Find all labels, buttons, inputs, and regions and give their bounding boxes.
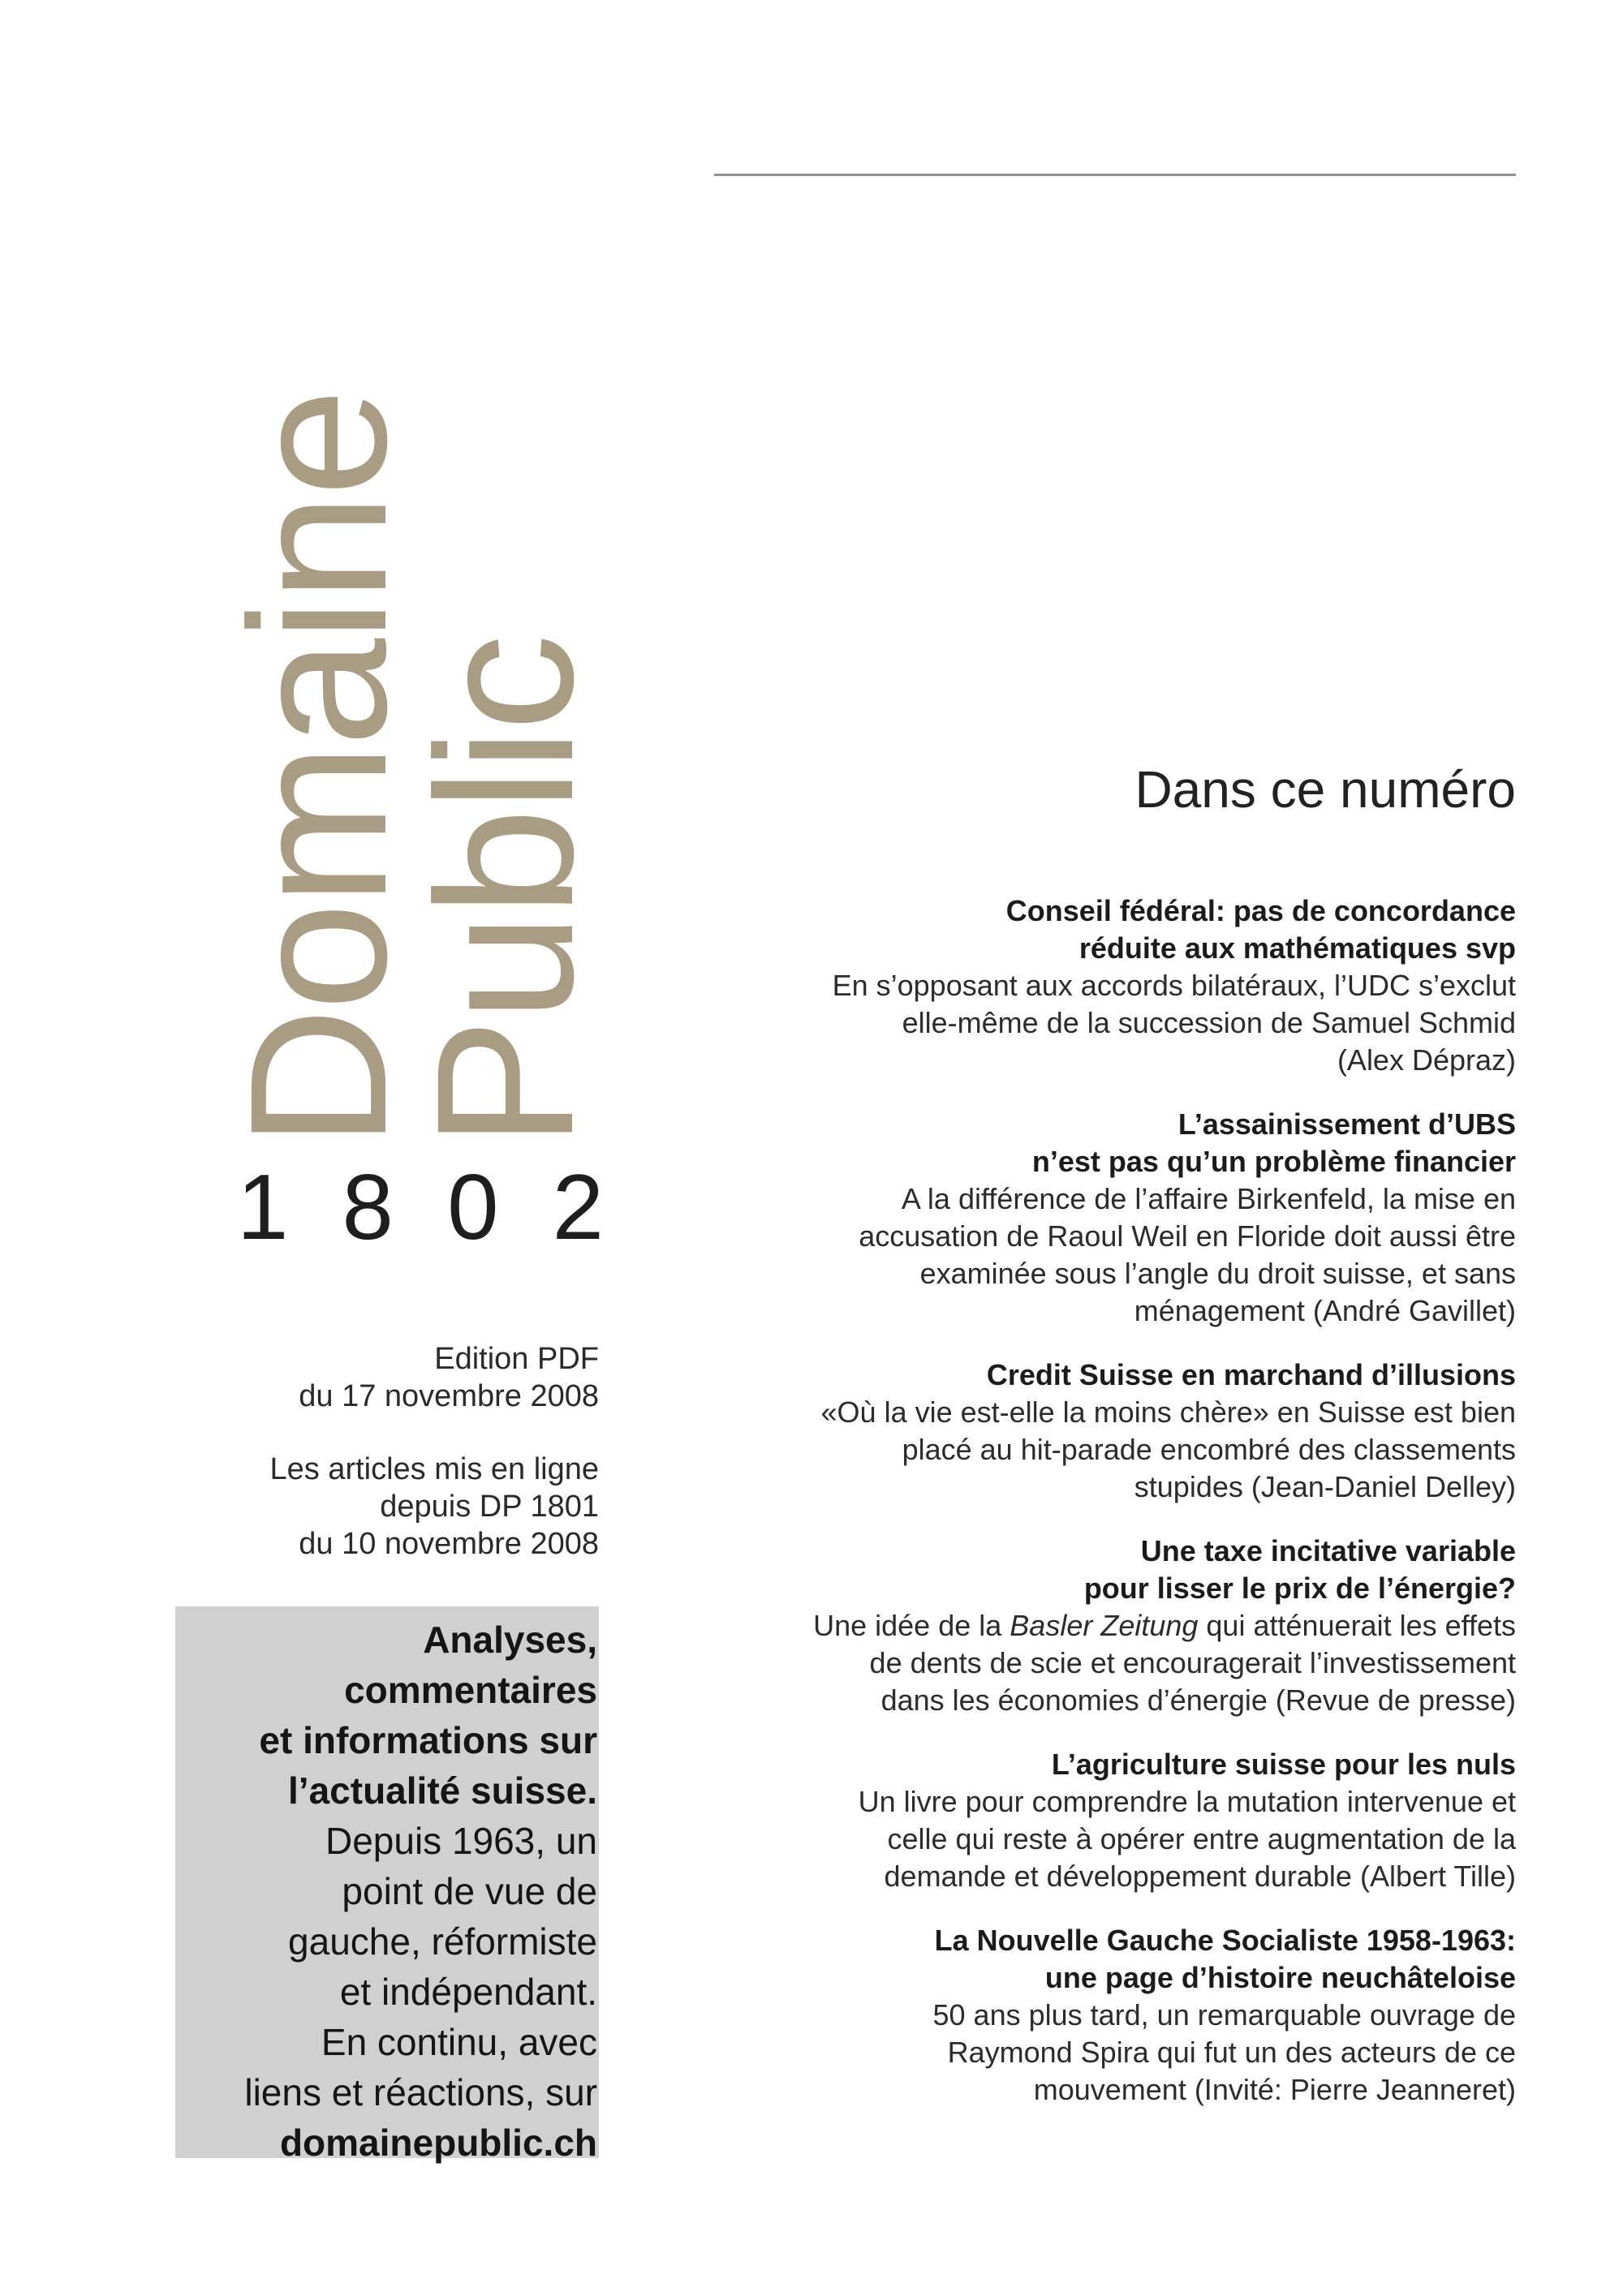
masthead-title-domaine: Domaine	[209, 391, 427, 1148]
site-link[interactable]: domainepublic.ch	[279, 2122, 597, 2164]
issue-digit: 1	[237, 1156, 289, 1259]
article-summary: stupides (Jean-Daniel Delley)	[1134, 1470, 1516, 1503]
pitch-line: liens et réactions, sur	[244, 2071, 597, 2113]
article-summary: dans les économies d’énergie (Revue de presse)	[880, 1683, 1516, 1717]
publication-name: Basler Zeitung	[1010, 1609, 1199, 1642]
pitch-line: Analyses,	[423, 1619, 597, 1661]
pitch-line: et indépendant.	[339, 1971, 597, 2013]
articles-date: du 10 novembre 2008	[299, 1527, 599, 1561]
edition-label: Edition PDF	[434, 1342, 599, 1376]
article-summary	[672, 1607, 1516, 1645]
article-title: Conseil fédéral: pas de concordance	[1005, 894, 1516, 927]
issue-digit: 2	[552, 1156, 604, 1259]
toc-item[interactable]	[672, 1533, 1516, 1719]
pitch-line: point de vue de	[342, 1870, 597, 1912]
article-title: La Nouvelle Gauche Socialiste 1958-1963:	[934, 1924, 1516, 1957]
issue-digit: 0	[447, 1156, 499, 1259]
articles-since: depuis DP 1801	[380, 1490, 599, 1524]
masthead-title-public: Public	[396, 637, 613, 1148]
article-summary: ménagement (André Gavillet)	[1134, 1294, 1516, 1327]
articles-note: Les articles mis en ligne	[269, 1452, 599, 1486]
article-summary: placé au hit-parade encombré des classements	[902, 1433, 1516, 1466]
issue-number	[237, 1156, 604, 1259]
article-title: réduite aux mathématiques svp	[1078, 931, 1516, 965]
issue-digit: 8	[342, 1156, 394, 1259]
toc-item[interactable]	[672, 1746, 1516, 1895]
edition-date: du 17 novembre 2008	[299, 1379, 599, 1413]
article-summary: demande et développement durable (Albert Tille)	[884, 1860, 1516, 1893]
edition-info	[269, 1340, 599, 1563]
toc-heading: Dans ce numéro	[1134, 760, 1516, 819]
article-summary: A la différence de l’affaire Birkenfeld, la mise en	[901, 1182, 1516, 1215]
article-title: L’assainissement d’UBS	[1177, 1107, 1516, 1141]
toc-item[interactable]	[672, 892, 1516, 1079]
toc-item[interactable]	[672, 1922, 1516, 2109]
article-summary: Un livre pour comprendre la mutation intervenue et	[858, 1785, 1516, 1818]
article-title: n’est pas qu’un problème financier	[1031, 1145, 1516, 1178]
article-summary: Raymond Spira qui fut un des acteurs de ce	[947, 2036, 1516, 2069]
article-summary: de dents de scie et encouragerait l’investissement	[869, 1646, 1516, 1679]
article-summary: «Où la vie est-elle la moins chère» en Suisse est bien	[820, 1395, 1516, 1429]
summary-text: qui atténuerait les effets	[1198, 1609, 1516, 1642]
article-summary: 50 ans plus tard, un remarquable ouvrage de	[932, 1998, 1516, 2032]
top-rule	[714, 174, 1516, 176]
article-summary: En s’opposant aux accords bilatéraux, l’UDC s’exclut	[832, 969, 1516, 1002]
article-summary: elle-même de la succession de Samuel Schmid	[902, 1006, 1516, 1039]
pitch-line: commentaires	[344, 1669, 597, 1711]
pitch-line: En continu, avec	[321, 2021, 597, 2063]
article-summary: accusation de Raoul Weil en Floride doit aussi être	[859, 1219, 1516, 1253]
pitch-box	[175, 1606, 599, 2164]
pitch-line: Depuis 1963, un	[325, 1820, 597, 1862]
pitch-line: gauche, réformiste	[288, 1920, 597, 1963]
table-of-contents	[672, 892, 1516, 2135]
article-summary: examinée sous l’angle du droit suisse, et sans	[919, 1257, 1516, 1290]
article-title: Credit Suisse en marchand d’illusions	[986, 1358, 1516, 1391]
toc-item[interactable]	[672, 1357, 1516, 1506]
article-summary: mouvement (Invité: Pierre Jeanneret)	[1033, 2073, 1516, 2106]
article-title: pour lisser le prix de l’énergie?	[1083, 1572, 1516, 1605]
article-author: (Alex Dépraz)	[1337, 1043, 1516, 1077]
pitch-line: l’actualité suisse.	[288, 1769, 597, 1812]
article-title: une page d’histoire neuchâteloise	[1044, 1961, 1516, 1994]
article-title: Une taxe incitative variable	[1140, 1534, 1516, 1567]
summary-text: Une idée de la	[813, 1609, 1010, 1642]
pitch-line: et informations sur	[259, 1719, 597, 1761]
toc-item[interactable]	[672, 1106, 1516, 1330]
article-title: L’agriculture suisse pour les nuls	[1051, 1748, 1516, 1781]
article-summary: celle qui reste à opérer entre augmentation de la	[887, 1822, 1516, 1855]
